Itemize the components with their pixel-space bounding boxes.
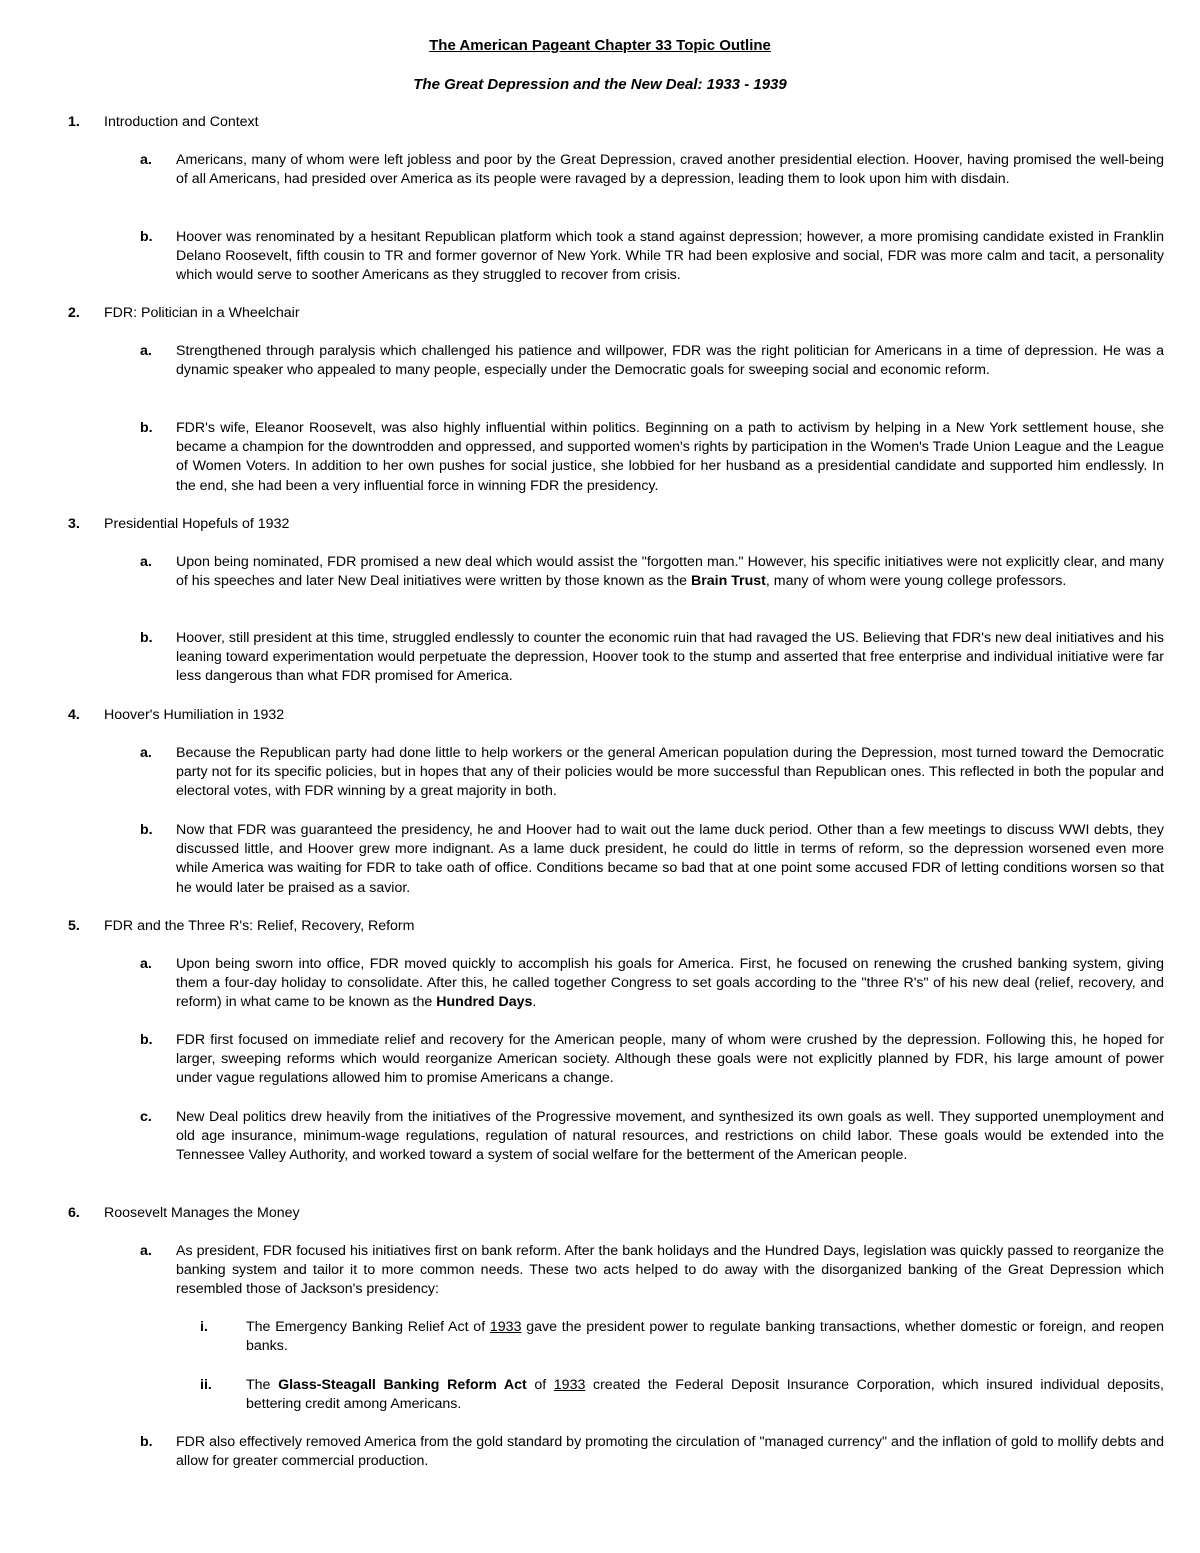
item-text: New Deal politics drew heavily from the initiatives of the Progressive movement, and synthesized its own goals as well. They supported unemployment and old age insurance, minimum-wage regulations, regulation of natural resources, and restrictions on child labor. These goals would be extended into the Tennessee Valley Authority, and worked toward a system of social welfare for the betterment of the American people. <box>176 1109 1164 1164</box>
item-text: Americans, many of whom were left jobless and poor by the Great Depression, craved another presidential election. Hoover, having promised the well-being of all Americans, had presided over America as its people were ravaged by a depression, leading them to look upon him with disdain. <box>176 152 1164 188</box>
section-title: Hoover's Humiliation in 1932 <box>104 707 285 723</box>
item-text: Because the Republican party had done little to help workers or the general American population during the Depression, most turned toward the Democratic party not for its specific policies, but in hopes that any of their policies would be more successful than Republican ones. This reflected in both the popular and electoral votes, with FDR winning by a great majority in both. <box>176 745 1164 800</box>
section-number: 2. <box>68 305 80 321</box>
section-title: Introduction and Context <box>104 114 259 130</box>
item-text: Hoover was renominated by a hesitant Republican platform which took a stand against depression; however, a more promising candidate existed in Franklin Delano Roosevelt, fifth cousin to TR and former governor of New York. While TR had been explosive and social, FDR was more calm and tacit, a personality which would serve to soother Americans as they struggled to recover from crisis. <box>176 229 1164 284</box>
key-term: Glass-Steagall Banking Reform Act <box>278 1377 527 1393</box>
item-text: FDR's wife, Eleanor Roosevelt, was also highly influential within politics. Beginning on a path to activism by helping in a New York settlement house, she became a champion for the downtrodden and oppressed, and supported women's rights by participation in the Women's Trade Union League and the League of Women Voters. In addition to her own pushes for social justice, she lobbied for her husband as a presidential candidate and supported him endlessly. In the end, she had been a very influential force in winning FDR the presidency. <box>176 420 1164 494</box>
item-text: Now that FDR was guaranteed the presidency, he and Hoover had to wait out the lame duck period. Other than a few meetings to discuss WWI debts, they discussed little, and Hoover grew more indignant. As a lame duck president, he could do little in terms of reform, so the depression worsened even more while America was waiting for FDR to take oath of office. Conditions became so bad that at one point some accused FDR of letting conditions worsen so that he would later be praised as a savior. <box>176 822 1164 896</box>
key-term: Brain Trust <box>690 573 766 590</box>
item-text: The Emergency Banking Relief Act of 1933 gave the president power to regulate banking transactions, whether domestic or foreign, and reopen banks. <box>246 1319 1164 1355</box>
section-number: 1. <box>68 114 80 130</box>
section-number: 3. <box>68 516 80 532</box>
item-text: FDR also effectively removed America from the gold standard by promoting the circulation of "managed currency" and the inflation of gold to mollify debts and allow for greater commercial production. <box>176 1434 1164 1470</box>
item-text: As president, FDR focused his initiatives first on bank reform. After the bank holidays and the Hundred Days, legislation was quickly passed to reorganize the banking system and tailor it to more common needs. These two acts helped to do away with the disorganized banking of the Great Depression which resembled those of Jackson's presidency: <box>176 1243 1164 1298</box>
item-text: Hoover, still president at this time, struggled endlessly to counter the economic ruin that had ravaged the US. Believing that FDR's new deal initiatives and his leaning toward experimentation would perpetuate the depression, Hoover took to the stump and asserted that free enterprise and individual initiative were far less dangerous than what FDR promised for America. <box>176 630 1164 685</box>
year: 1933 <box>489 1319 522 1335</box>
section-number: 6. <box>68 1205 80 1221</box>
section-title: FDR: Politician in a Wheelchair <box>104 305 300 321</box>
document-subtitle: The Great Depression and the New Deal: 1933 - 1939 <box>413 76 787 93</box>
section-number: 5. <box>68 918 80 934</box>
item-text: Upon being nominated, FDR promised a new deal which would assist the "forgotten man." However, his specific initiatives were not explicitly clear, and many of his speeches and later New Deal initiatives were written by those known as the Brain Trust, many of whom were young college professors. <box>176 554 1164 590</box>
section-number: 4. <box>68 707 80 723</box>
item-text: The Glass-Steagall Banking Reform Act of 1933 created the Federal Deposit Insurance Corporation, which insured individual deposits, bettering credit among Americans. <box>246 1377 1164 1413</box>
document-title: The American Pageant Chapter 33 Topic Outline <box>429 37 771 54</box>
item-text: FDR first focused on immediate relief and recovery for the American people, many of whom were crushed by the depression. Following this, he hoped for larger, sweeping reforms which would reorganize American society. Although these goals were not explicitly planned by FDR, his large amount of power under vague regulations allowed him to promise Americans a change. <box>176 1032 1164 1087</box>
section-title: Presidential Hopefuls of 1932 <box>104 516 290 532</box>
year: 1933 <box>553 1377 586 1393</box>
item-text: Upon being sworn into office, FDR moved quickly to accomplish his goals for America. First, he focused on renewing the crushed banking system, giving them a four-day holiday to consolidate. After this, he called together Congress to set goals according to the "three R's" of his new deal (relief, recovery, and reform) in what came to be known as the Hundred Days. <box>176 956 1164 1011</box>
key-term: Hundred Days <box>436 994 533 1011</box>
section-title: FDR and the Three R's: Relief, Recovery, Reform <box>104 918 415 934</box>
item-text: Strengthened through paralysis which challenged his patience and willpower, FDR was the right politician for Americans in a time of depression. He was a dynamic speaker who appealed to many people, especially under the Democratic goals for sweeping social and economic reform. <box>176 343 1164 379</box>
section-title: Roosevelt Manages the Money <box>104 1205 300 1221</box>
